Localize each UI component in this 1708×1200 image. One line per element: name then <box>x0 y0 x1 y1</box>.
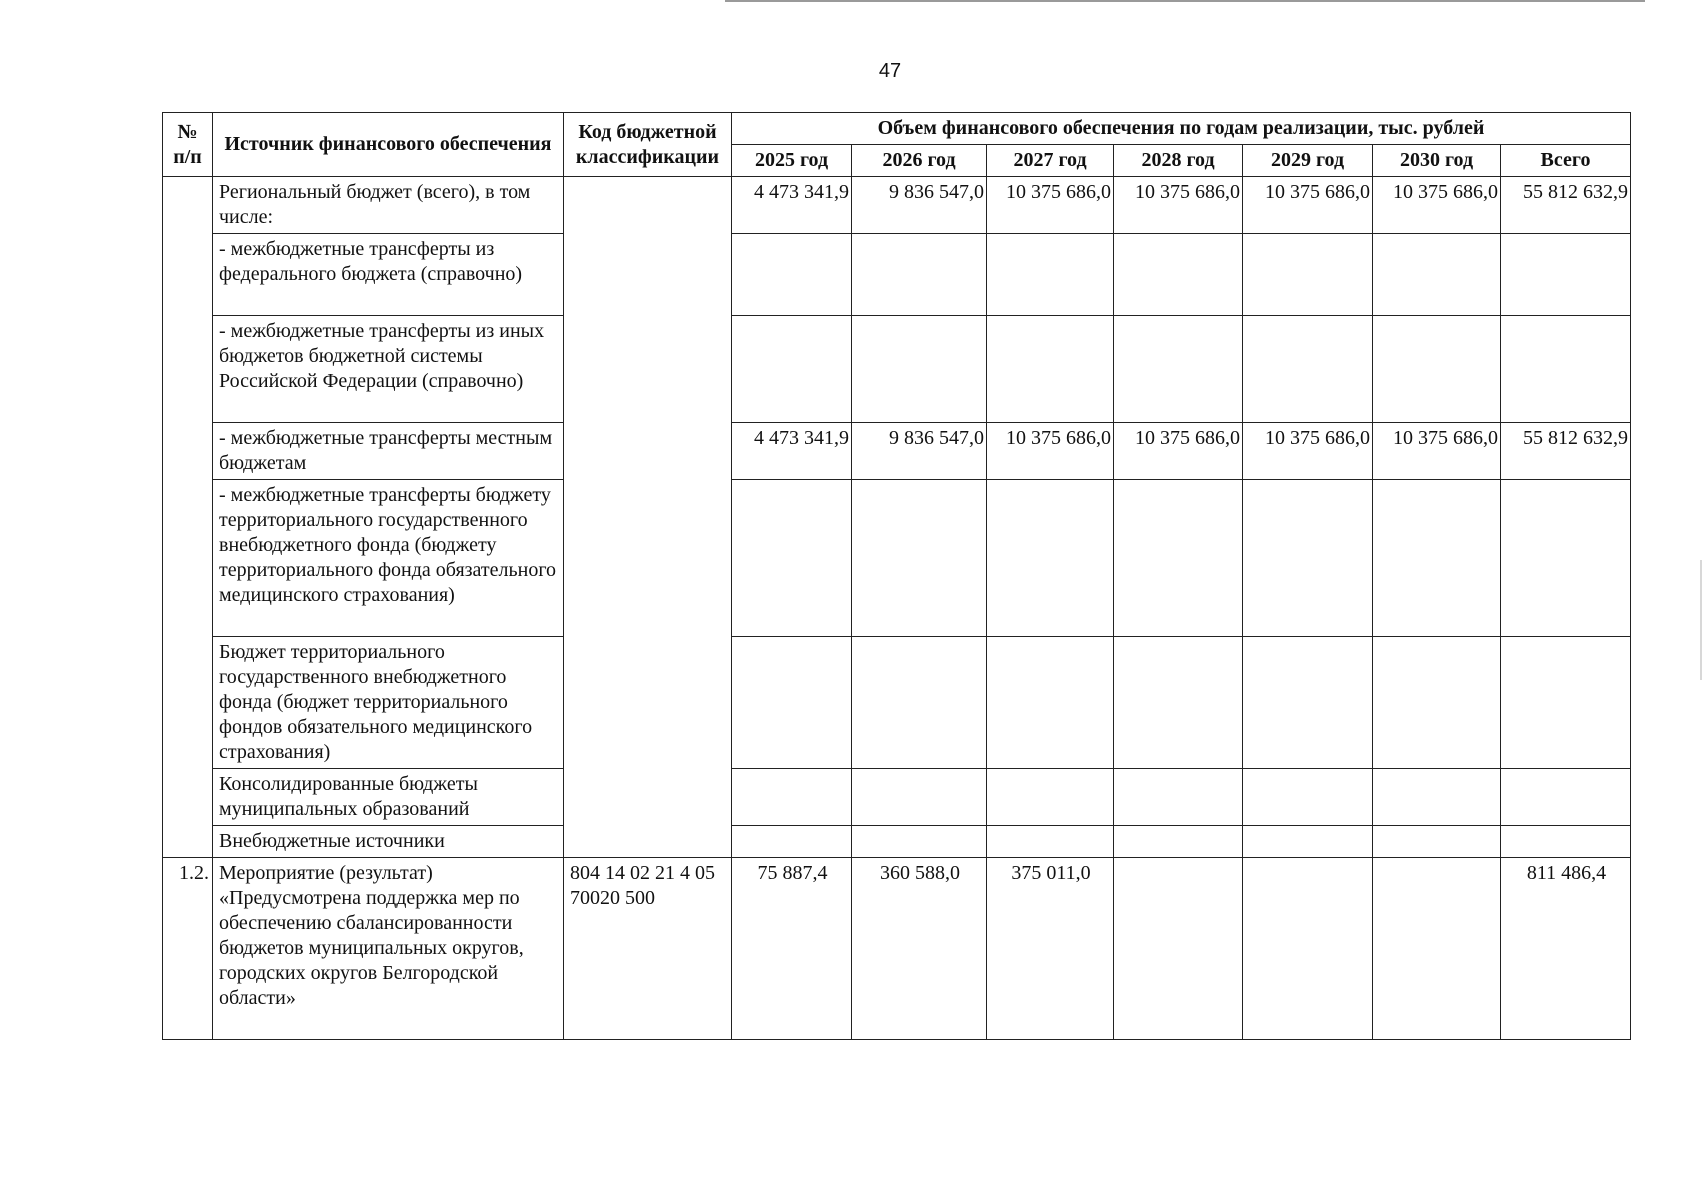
value-total <box>1501 826 1631 858</box>
value-total <box>1501 637 1631 769</box>
financing-table <box>162 112 1631 1040</box>
value-2028 <box>1114 480 1243 637</box>
header-year-2029: 2029 год <box>1243 145 1373 177</box>
value-2025: 4 473 341,9 <box>732 423 852 480</box>
value-2028 <box>1114 826 1243 858</box>
value-total: 55 812 632,9 <box>1501 177 1631 234</box>
header-year-2028: 2028 год <box>1114 145 1243 177</box>
value-2029: 10 375 686,0 <box>1243 423 1373 480</box>
header-volume: Объем финансового обеспечения по годам реализации, тыс. рублей <box>732 113 1631 145</box>
header-year-2025: 2025 год <box>732 145 852 177</box>
value-2025 <box>732 826 852 858</box>
value-2029 <box>1243 826 1373 858</box>
value-2028: 10 375 686,0 <box>1114 423 1243 480</box>
value-2030 <box>1373 769 1501 826</box>
measure-code: 804 14 02 21 4 05 70020 500 <box>564 858 732 1040</box>
value-2029 <box>1243 769 1373 826</box>
value-2026 <box>852 769 987 826</box>
value-2025 <box>732 480 852 637</box>
value-2026 <box>852 480 987 637</box>
header-source: Источник финансового обеспечения <box>213 113 564 177</box>
number-cell-empty <box>163 177 213 858</box>
value-2030 <box>1373 316 1501 423</box>
measure-value-2028 <box>1114 858 1243 1040</box>
table-row <box>163 826 1631 858</box>
row-source: Региональный бюджет (всего), в том числе: <box>213 177 564 234</box>
header-year-2027: 2027 год <box>987 145 1114 177</box>
value-2027: 10 375 686,0 <box>987 177 1114 234</box>
value-2026 <box>852 316 987 423</box>
row-source: Внебюджетные источники <box>213 826 564 858</box>
measure-value-2027: 375 011,0 <box>987 858 1114 1040</box>
table-row <box>163 234 1631 316</box>
scan-edge-mark <box>1700 560 1702 680</box>
value-2030 <box>1373 826 1501 858</box>
value-2028: 10 375 686,0 <box>1114 177 1243 234</box>
value-2027 <box>987 234 1114 316</box>
value-2028 <box>1114 637 1243 769</box>
value-2026 <box>852 637 987 769</box>
value-2029 <box>1243 480 1373 637</box>
measure-index: 1.2. <box>163 858 213 1040</box>
header-year-2030: 2030 год <box>1373 145 1501 177</box>
value-2025: 4 473 341,9 <box>732 177 852 234</box>
measure-source: Мероприятие (результат) «Предусмотрена поддержка мер по обеспечению сбалансированности бюджетов муниципальных округов, городских округов Белгородской области» <box>213 858 564 1040</box>
header-total: Всего <box>1501 145 1631 177</box>
value-2029: 10 375 686,0 <box>1243 177 1373 234</box>
page-number: 47 <box>878 60 902 82</box>
value-2026: 9 836 547,0 <box>852 177 987 234</box>
measure-value-total: 811 486,4 <box>1501 858 1631 1040</box>
value-total <box>1501 480 1631 637</box>
value-2025 <box>732 637 852 769</box>
measure-value-2029 <box>1243 858 1373 1040</box>
row-source: Консолидированные бюджеты муниципальных образований <box>213 769 564 826</box>
value-2027 <box>987 316 1114 423</box>
value-2027 <box>987 769 1114 826</box>
value-2029 <box>1243 637 1373 769</box>
financing-table-wrapper <box>162 112 1631 1040</box>
value-total: 55 812 632,9 <box>1501 423 1631 480</box>
table-row <box>163 423 1631 480</box>
table-row-measure <box>163 858 1631 1040</box>
value-2027: 10 375 686,0 <box>987 423 1114 480</box>
table-row <box>163 480 1631 637</box>
row-source: - межбюджетные трансферты местным бюджетам <box>213 423 564 480</box>
row-source: - межбюджетные трансферты бюджету территориального государственного внебюджетного фонда (бюджету территориального фонда обязательного медицинского страхования) <box>213 480 564 637</box>
value-2027 <box>987 480 1114 637</box>
code-cell-empty <box>564 177 732 858</box>
row-source: - межбюджетные трансферты из иных бюджетов бюджетной системы Российской Федерации (справочно) <box>213 316 564 423</box>
value-total <box>1501 234 1631 316</box>
value-2029 <box>1243 234 1373 316</box>
value-2028 <box>1114 316 1243 423</box>
value-2029 <box>1243 316 1373 423</box>
value-2030 <box>1373 480 1501 637</box>
value-2026: 9 836 547,0 <box>852 423 987 480</box>
value-2028 <box>1114 769 1243 826</box>
row-source: - межбюджетные трансферты из федерального бюджета (справочно) <box>213 234 564 316</box>
measure-value-2030 <box>1373 858 1501 1040</box>
value-2026 <box>852 826 987 858</box>
value-total <box>1501 316 1631 423</box>
value-2030 <box>1373 234 1501 316</box>
value-2030: 10 375 686,0 <box>1373 177 1501 234</box>
table-row <box>163 637 1631 769</box>
table-row <box>163 316 1631 423</box>
table-row <box>163 177 1631 234</box>
row-source: Бюджет территориального государственного внебюджетного фонда (бюджет территориального фондов обязательного медицинского страхования) <box>213 637 564 769</box>
value-total <box>1501 769 1631 826</box>
header-year-2026: 2026 год <box>852 145 987 177</box>
value-2027 <box>987 637 1114 769</box>
measure-value-2025: 75 887,4 <box>732 858 852 1040</box>
value-2030: 10 375 686,0 <box>1373 423 1501 480</box>
value-2030 <box>1373 637 1501 769</box>
header-code: Код бюджетной классификации <box>564 113 732 177</box>
value-2025 <box>732 234 852 316</box>
measure-value-2026: 360 588,0 <box>852 858 987 1040</box>
value-2025 <box>732 769 852 826</box>
table-row <box>163 769 1631 826</box>
value-2028 <box>1114 234 1243 316</box>
value-2025 <box>732 316 852 423</box>
value-2027 <box>987 826 1114 858</box>
value-2026 <box>852 234 987 316</box>
top-scan-rule <box>725 0 1645 2</box>
header-number: № п/п <box>163 113 213 177</box>
